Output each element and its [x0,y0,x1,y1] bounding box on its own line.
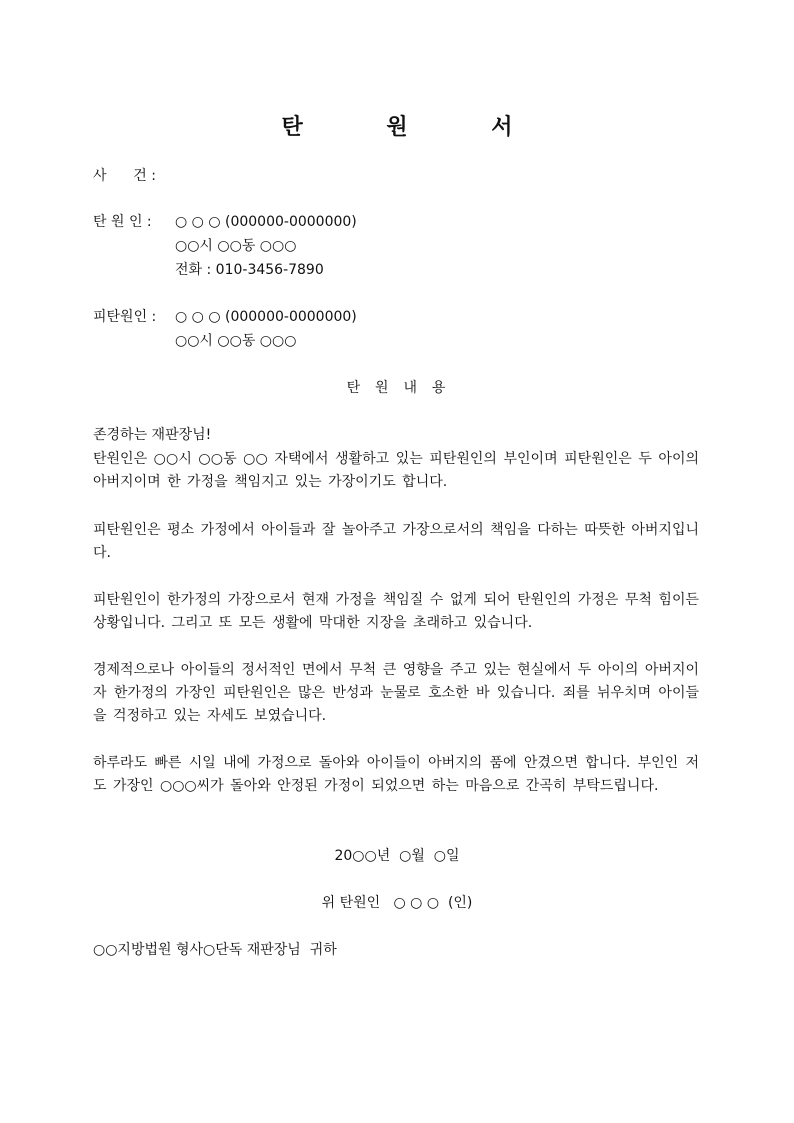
paragraph-2: 피탄원인은 평소 가정에서 아이들과 잘 놀아주고 가장으로서의 책임을 다하는 따뜻한 아버지입니다. [93,522,699,561]
case-label: 사 건 : [93,168,156,184]
petitioner-name-id: ○ ○ ○ (000000-0000000) [175,214,357,230]
respondent-name-id: ○ ○ ○ (000000-0000000) [175,309,357,325]
document-title: 탄 원 서 [281,115,551,140]
paragraph-4: 경제적으로나 아이들의 정서적인 면에서 무척 큰 영향을 주고 있는 현실에서 두 아이의 아버지이자 한가정의 가장인 피탄원인은 많은 반성과 눈물로 호소한 바 있습니다. 죄를 뉘우치며 아이들을 걱정하고 있는 자세도 보였습니다. [93,662,699,724]
paragraph-3: 피탄원인이 한가정의 가장으로서 현재 가정을 책임질 수 없게 되어 탄원인의 가정은 무척 힘이든 상황입니다. 그리고 또 모든 생활에 막대한 지장을 초래하고 있습니다. [93,592,699,631]
respondent-address: ○○시 ○○동 ○○○ [175,333,297,349]
petitioner-label: 탄 원 인 : [93,214,152,230]
document-date: 20○○년 ○월 ○일 [334,848,460,864]
paragraph-1: 탄원인은 ○○시 ○○동 ○○ 자택에서 생활하고 있는 피탄원인의 부인이며 피탄원인은 두 아이의 아버지이며 한 가정을 책임지고 있는 가장이기도 합니다. [93,451,699,490]
petitioner-address: ○○시 ○○동 ○○○ [175,238,297,254]
respondent-label: 피탄원인 : [93,309,157,325]
greeting: 존경하는 재판장님! [93,427,212,443]
section-title: 탄 원 내 용 [346,380,448,396]
paragraph-5: 하루라도 빠른 시일 내에 가정으로 돌아와 아이들이 아버지의 품에 안겼으면 합니다. 부인인 저도 가장인 ○○○씨가 돌아와 안정된 가정이 되었으면 하는 마음으로 간곡히 부탁드립니다. [93,755,699,794]
petitioner-phone: 전화 : 010-3456-7890 [175,262,324,278]
addressee: ○○지방법원 형사○단독 재판장님 귀하 [93,942,337,958]
petitioner-signature: 위 탄원인 ○ ○ ○ (인) [321,895,473,911]
